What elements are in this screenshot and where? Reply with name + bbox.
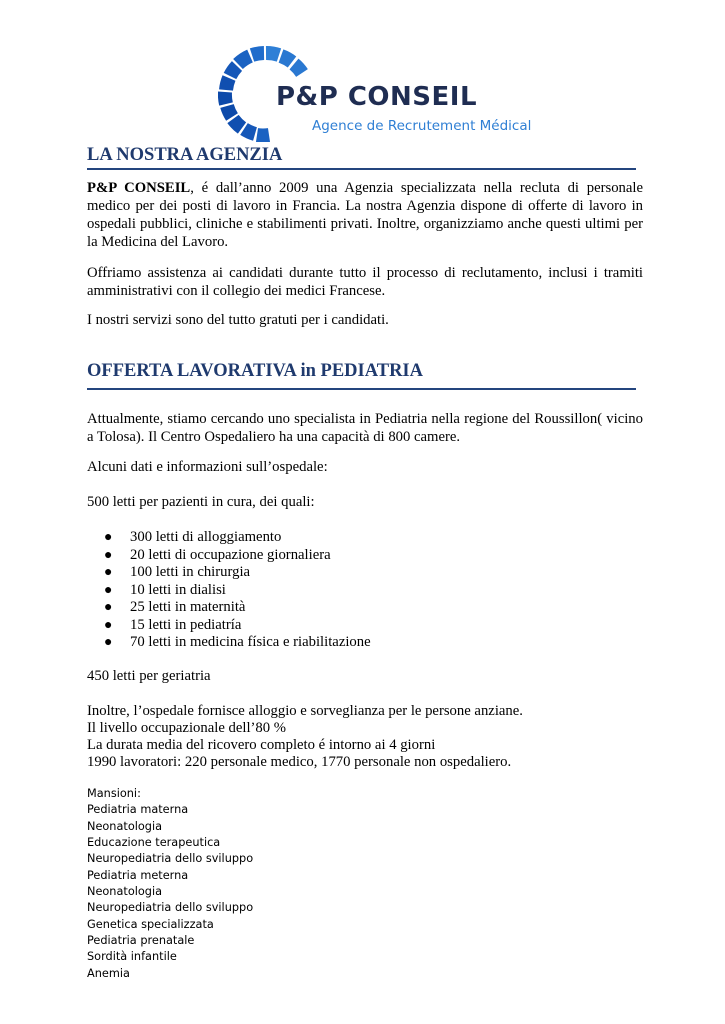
agency-description-paragraph [87, 179, 643, 251]
brand-name-inline: P&P CONSEIL [87, 180, 191, 196]
list-item: Pediatria materna [87, 803, 189, 817]
section-divider [87, 168, 636, 170]
assistance-paragraph: Offriamo assistenza ai candidati durante tutto il processo di reclutamento, inclusi i tramiti amministrativi con il collegio dei medici Francese. [87, 265, 643, 299]
bullet-icon: ● [104, 582, 113, 598]
list-item: Neuropediatria dello sviluppo [87, 852, 254, 866]
list-item: ● 300 letti di alloggiamento [104, 529, 282, 545]
info-line: Il livello occupazionale dell’80 % [87, 720, 287, 736]
list-item: ● 10 letti in dialisi [104, 581, 226, 598]
bullet-icon: ● [104, 565, 113, 580]
logo-tagline: Agence de Recrutement Médical [312, 118, 532, 134]
list-item: ● 70 letti in medicina física e riabilitazione [104, 634, 371, 650]
list-item: Sordità infantile [87, 950, 177, 964]
beds-intro: 500 letti per pazienti in cura, dei quali: [87, 494, 315, 510]
info-line: 1990 lavoratori: 220 personale medico, 1770 personale non ospedaliero. [87, 754, 512, 770]
free-services-paragraph: I nostri servizi sono del tutto gratuti per i candidati. [87, 312, 389, 328]
mansioni-title: Mansioni: [87, 787, 141, 800]
bullet-icon: ● [104, 600, 113, 615]
info-line: Inoltre, l’ospedale fornisce alloggio e sorveglianza per le persone anziane. [87, 703, 523, 719]
geriatrics-beds: 450 letti per geriatria [87, 668, 211, 684]
list-item: ● 15 letti in pediatría [104, 616, 242, 633]
hospital-data-intro: Alcuni dati e informazioni sull’ospedale: [87, 459, 328, 475]
bullet-icon: ● [104, 547, 113, 563]
bullet-icon: ● [104, 635, 113, 650]
list-item: Pediatria meterna [87, 868, 189, 882]
logo-company-name: P&P CONSEIL [276, 82, 478, 112]
list-item: Neonatologia [87, 885, 163, 899]
section-title-offerta: OFFERTA LAVORATIVA in PEDIATRIA [87, 361, 423, 381]
list-item: Neonatologia [87, 819, 163, 833]
list-item: ● 100 letti in chirurgia [104, 564, 251, 580]
list-item: ● 20 letti di occupazione giornaliera [104, 546, 331, 563]
beds-list [104, 529, 371, 652]
bullet-icon: ● [104, 530, 113, 545]
list-item: ● 25 letti in maternità [104, 599, 246, 615]
section-divider [87, 388, 636, 390]
list-item: Pediatria prenatale [87, 934, 195, 948]
agency-description-text: , é dall’anno 2009 una Agenzia specializzata nella recluta di personale medico per dei posti di lavoro in Francia. La nostra Agenzia dispone di offerte di lavoro in ospedali pubblici, cliniche e stabilimenti privati. Inoltre, organizziamo anche questi ultimi per la Medicina del Lavoro. [87, 180, 644, 250]
bullet-icon: ● [104, 617, 113, 633]
list-item: Anemia [87, 966, 130, 980]
info-line: La durata media del ricovero completo é intorno ai 4 giorni [87, 737, 436, 753]
section-title-agenzia: LA NOSTRA AGENZIA [87, 145, 283, 165]
list-item: Genetica specializzata [87, 917, 214, 931]
mansioni-list [87, 786, 253, 982]
list-item: Educazione terapeutica [87, 836, 221, 850]
offer-intro-paragraph: Attualmente, stiamo cercando uno specialista in Pediatria nella regione del Roussillon( vicino a Tolosa). Il Centro Ospedaliero ha una capacità di 800 camere. [87, 411, 643, 445]
company-logo [218, 46, 532, 142]
list-item: Neuropediatria dello sviluppo [87, 901, 254, 915]
